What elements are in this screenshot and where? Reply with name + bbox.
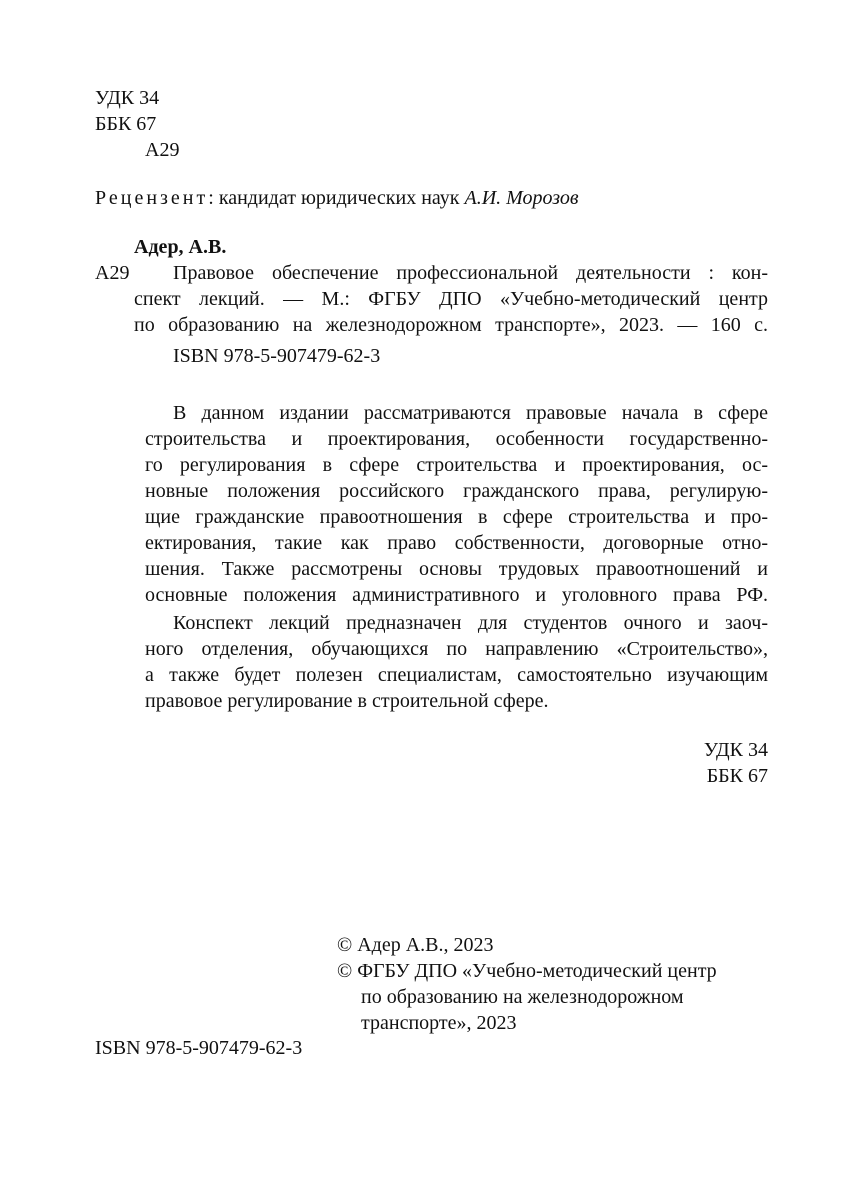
isbn-bottom: ISBN 978-5-907479-62-3 — [95, 1037, 303, 1059]
abstract-p1-line-1: В данном издании рассматриваются правовые начала в сфере — [173, 402, 768, 424]
copyright-author: © Адер А.В., 2023 — [337, 934, 494, 956]
abstract-p2-line-1: Конспект лекций предназначен для студентов очного и заоч- — [173, 612, 768, 634]
catalog-line-3: по образованию на железнодорожном транспорте», 2023. — 160 с. — [134, 314, 768, 336]
copyright-publisher: © ФГБУ ДПО «Учебно-методический центр — [337, 960, 717, 982]
abstract-p1-line-7: шения. Также рассмотрены основы трудовых правоотношений и — [145, 558, 768, 580]
catalog-line-1: Правовое обеспечение профессиональной деятельности : кон- — [173, 262, 768, 284]
abstract-p2-line-3: а также будет полезен специалистам, самостоятельно изучающим — [145, 664, 768, 686]
abstract-p1-line-6: ектирования, такие как право собственности, договорные отно- — [145, 532, 768, 554]
copyright-publisher-cont-2: транспорте», 2023 — [361, 1012, 517, 1034]
reviewer-label: Рецензент — [95, 187, 209, 209]
abstract-p1-line-3: го регулирования в сфере строительства и проектирования, ос- — [145, 454, 768, 476]
udk-code: УДК 34 — [95, 87, 160, 109]
reviewer-line — [95, 185, 579, 211]
abstract-p2-line-4: правовое регулирование в строительной сфере. — [145, 690, 549, 712]
author-sign: А29 — [145, 139, 180, 161]
udk-code-bottom: УДК 34 — [703, 739, 768, 761]
reviewer-text: кандидат юридических наук — [213, 187, 465, 209]
reviewer-name: А.И. Морозов — [464, 187, 579, 209]
catalog-isbn: ISBN 978-5-907479-62-3 — [173, 345, 381, 367]
bbk-code: ББК 67 — [95, 113, 157, 135]
abstract-p1-line-5: щие гражданские правоотношения в сфере строительства и про- — [145, 506, 768, 528]
reviewer-colon: : — [208, 187, 214, 209]
catalog-author: Адер, А.В. — [134, 236, 227, 258]
copyright-publisher-cont-1: по образованию на железнодорожном — [361, 986, 684, 1008]
abstract-p1-line-8: основные положения административного и уголовного права РФ. — [145, 584, 768, 606]
bbk-code-bottom: ББК 67 — [706, 765, 768, 787]
abstract-p1-line-4: новные положения российского гражданского права, регулирую- — [145, 480, 768, 502]
abstract-p2-line-2: ного отделения, обучающихся по направлению «Строительство», — [145, 638, 768, 660]
catalog-sign: А29 — [95, 262, 130, 284]
catalog-line-2: спект лекций. — М.: ФГБУ ДПО «Учебно-методический центр — [134, 288, 768, 310]
abstract-p1-line-2: строительства и проектирования, особенности государственно- — [145, 428, 768, 450]
